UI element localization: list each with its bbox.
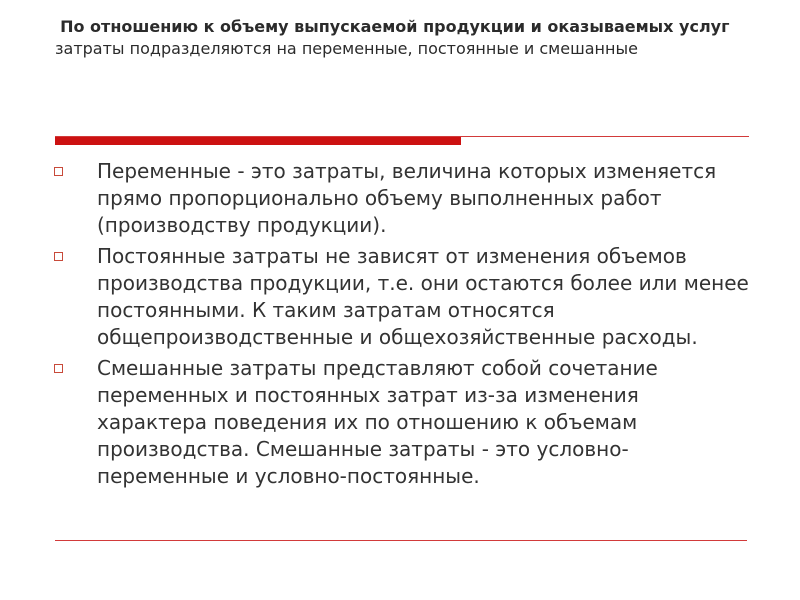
top-accent-bar bbox=[55, 137, 461, 145]
bullet-text: Переменные - это затраты, величина которых изменяется прямо пропорционально объему выполненных работ (производству продукции). bbox=[97, 159, 717, 237]
bottom-divider-line bbox=[55, 540, 747, 541]
bullet-text: Постоянные затраты не зависят от изменения объемов производства продукции, т.е. они остаются более или менее постоянными. К таким затратам относятся общепроизводственные и общехозяйственные расходы. bbox=[97, 244, 749, 349]
bullet-item-variable bbox=[52, 158, 752, 239]
title-normal-part: затраты подразделяются на переменные, постоянные и смешанные bbox=[55, 39, 638, 58]
bullet-list bbox=[52, 158, 752, 494]
slide-title bbox=[55, 16, 745, 60]
square-bullet-icon bbox=[54, 252, 63, 261]
bullet-item-fixed bbox=[52, 243, 752, 351]
title-bold-part: По отношению к объему выпускаемой продукции и оказываемых услуг bbox=[60, 17, 730, 36]
bullet-text: Смешанные затраты представляют собой сочетание переменных и постоянных затрат из-за изменения характера поведения их по отношению к объемам производства. Смешанные затраты - это условно-переменные и условно-постоянные. bbox=[97, 356, 658, 488]
square-bullet-icon bbox=[54, 364, 63, 373]
bullet-item-mixed bbox=[52, 355, 752, 490]
square-bullet-icon bbox=[54, 167, 63, 176]
